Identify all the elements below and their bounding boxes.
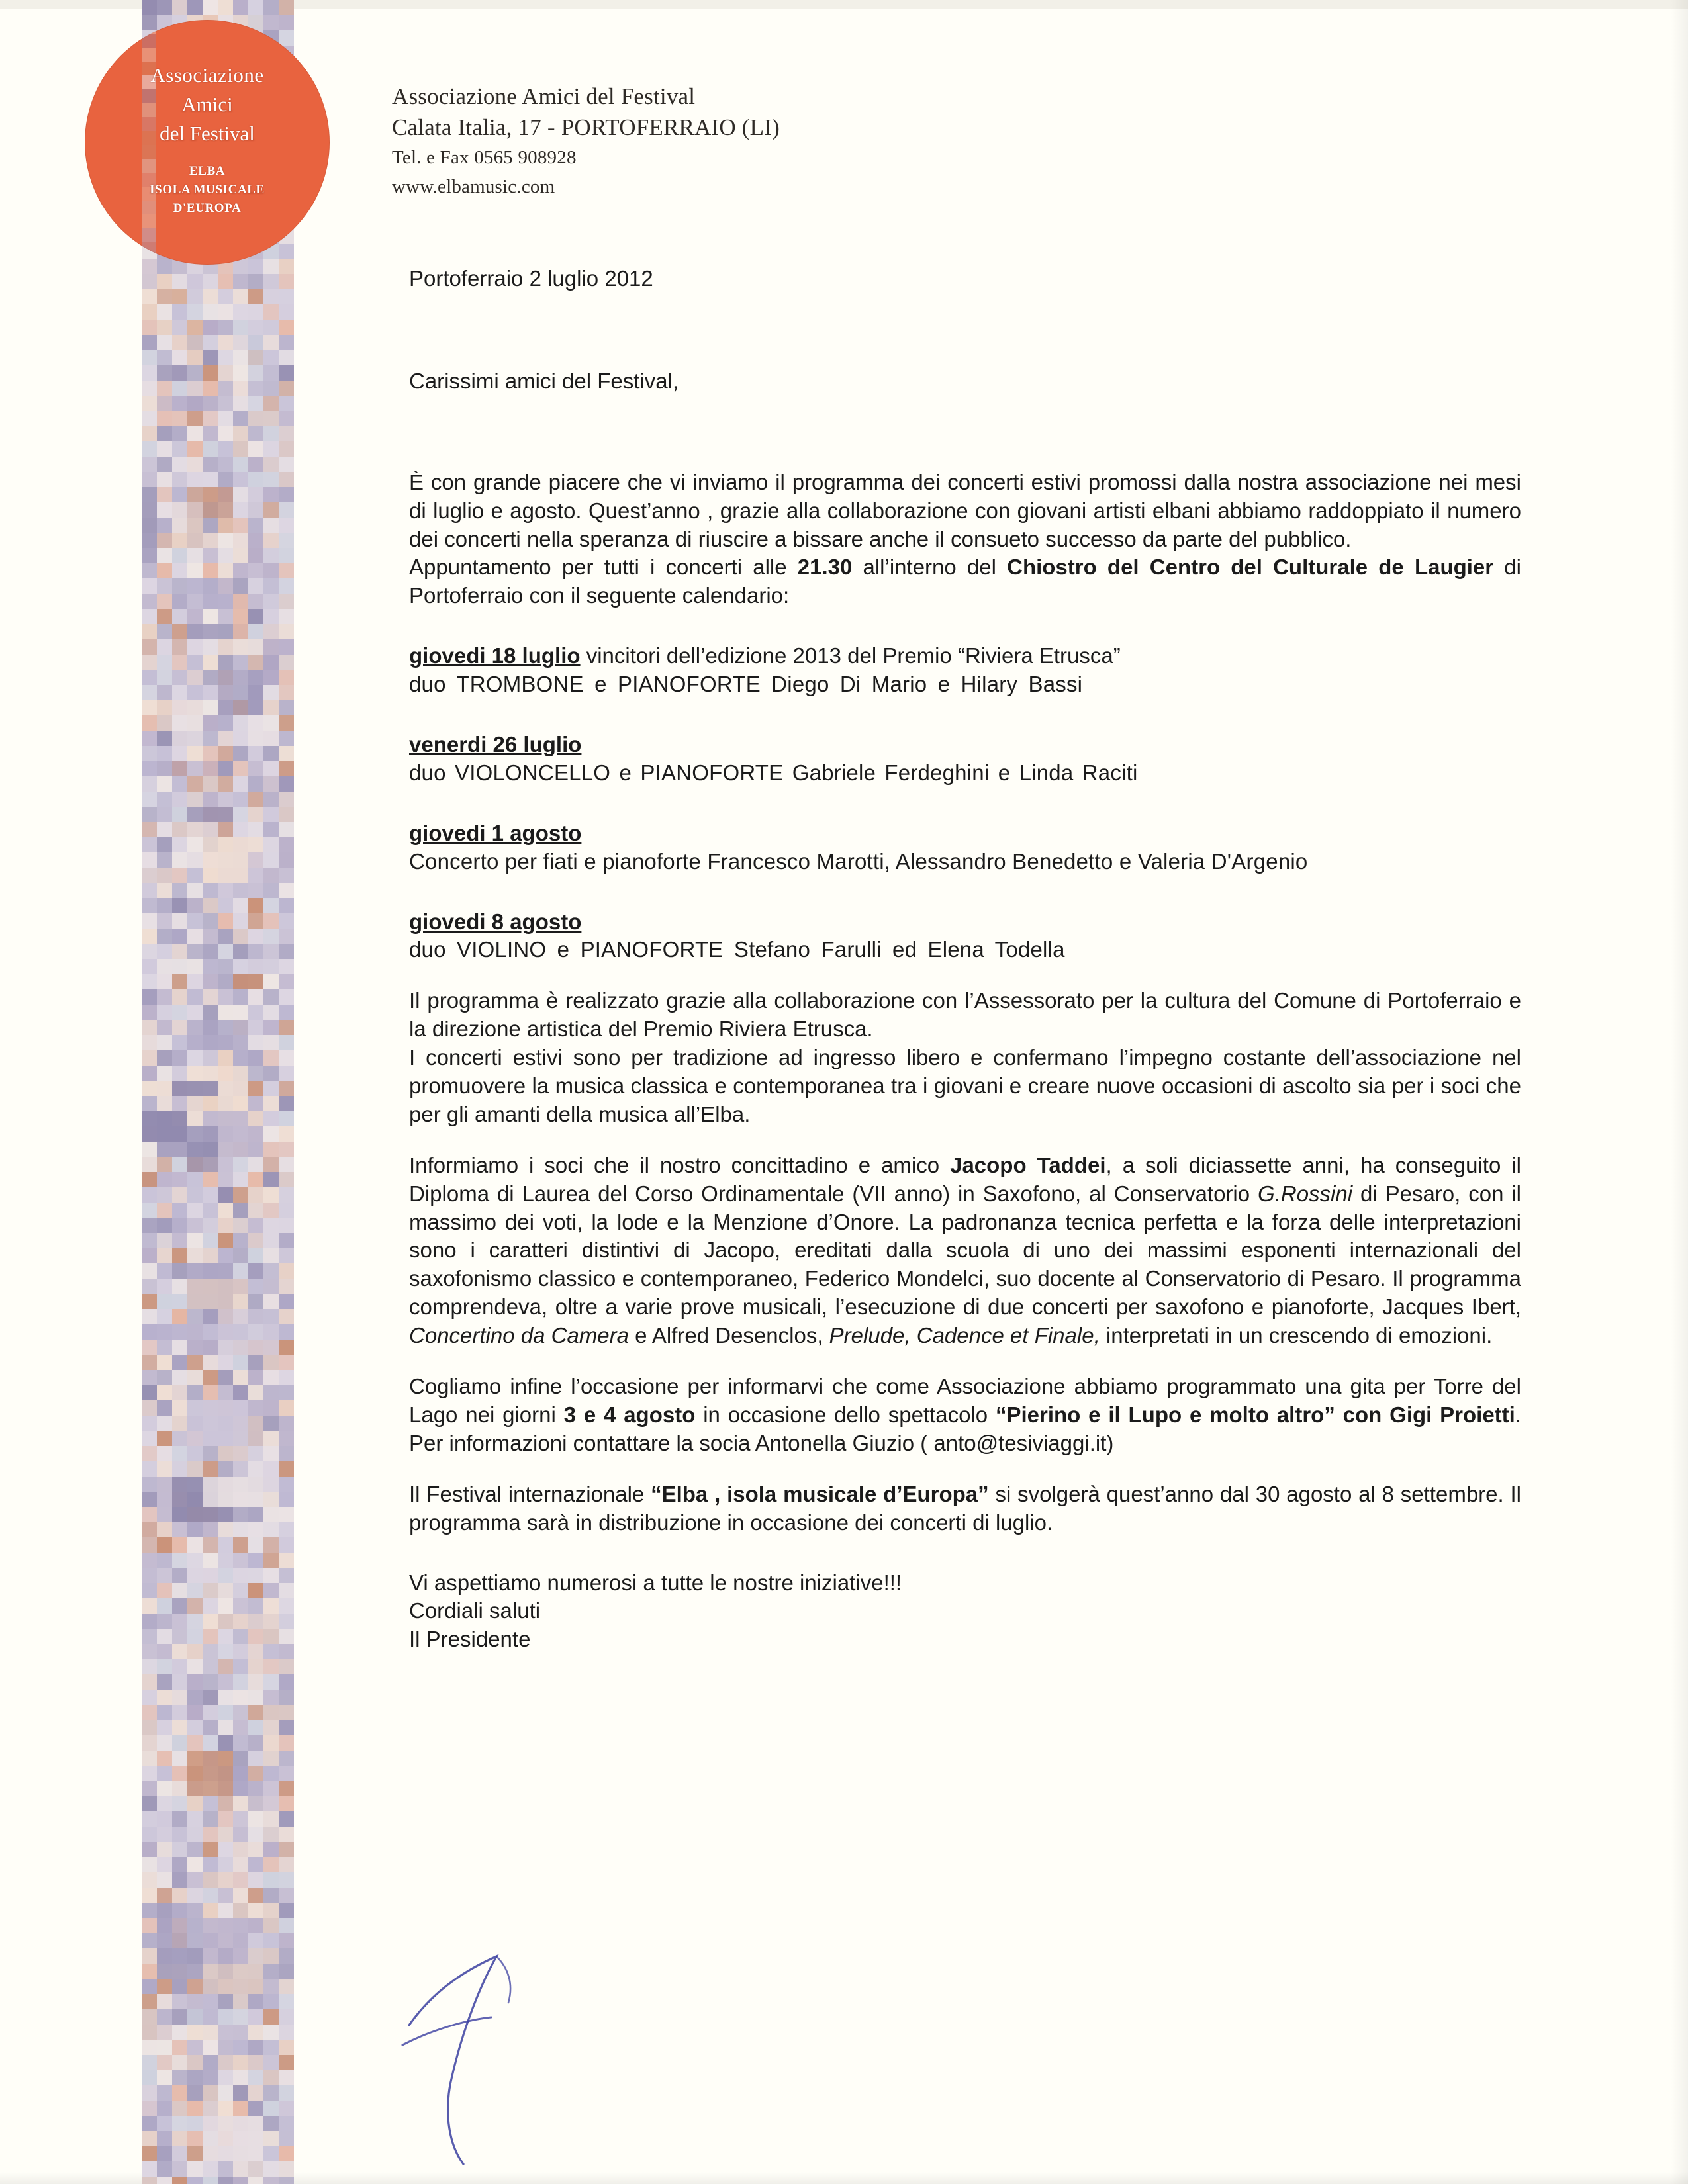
logo-line-1: Associazione xyxy=(150,64,264,87)
letter-date: Portoferraio 2 luglio 2012 xyxy=(409,266,653,291)
trip-show-title: “Pierino e il Lupo e molto altro” con Gigi Proietti xyxy=(995,1402,1515,1427)
festival-text-1: Il Festival internazionale xyxy=(409,1481,651,1506)
logo-line-5: ISOLA MUSICALE xyxy=(150,183,265,197)
taddei-work-2: Prelude, Cadence et Finale, xyxy=(829,1323,1100,1348)
festival-name: “Elba , isola musicale d’Europa” xyxy=(651,1481,989,1506)
logo-line-4: ELBA xyxy=(189,164,226,178)
spacer xyxy=(409,1129,1521,1152)
taddei-text-3: di Pesaro, con il massimo dei voti, la lode e la Menzione d’Onore. La padronanza tecnica perfetta e la forza delle interpretazioni sono i caratteri distintivi di Jacopo, ereditati dalla scuola di uno dei massimi esponenti internazionali del saxofonismo classico e contemporaneo, Federico Mondelci, suo docente al Conservatorio di Pesaro. Il programma comprendeva, oltre a varie prove musicali, l’esecuzione di due concerti per saxofono e pianoforte, Jacques Ibert, xyxy=(409,1181,1521,1320)
taddei-paragraph xyxy=(409,1152,1521,1350)
concert-date: giovedi 18 luglio xyxy=(409,643,581,668)
association-logo xyxy=(85,20,330,265)
spacer xyxy=(409,788,1521,819)
intro-paragraph: È con grande piacere che vi inviamo il programma dei concerti estivi promossi dalla nostra associazione nei mesi di luglio e agosto. Quest’anno , grazie alla collaborazione con giovani artisti elbani abbiamo raddoppiato il numero dei concerti nella speranza di riuscire a bissare anche il consueto successo da parte del pubblico. xyxy=(409,469,1521,551)
logo-text xyxy=(85,20,330,265)
taddei-name: Jacopo Taddei xyxy=(950,1152,1106,1177)
festival-paragraph xyxy=(409,1480,1521,1537)
scan-edge-right xyxy=(1671,0,1688,2184)
trip-text-1: Cogliamo infine l’occasione per informarvi che come Associazione abbiamo programmato una gita per Torre del Lago nei giorni xyxy=(409,1374,1521,1427)
concert-date-line xyxy=(409,819,1521,848)
taddei-text-2: , a soli diciassette anni, ha conseguito il Diploma di Laurea del Corso Ordinamentale (VII anno) in Saxofono, al Conservatorio xyxy=(409,1152,1521,1206)
concert-date-line xyxy=(409,642,1521,670)
concert-entry xyxy=(409,731,1521,788)
spacer xyxy=(409,1537,1521,1569)
taddei-text-1: Informiamo i soci che il nostro concittadino e amico xyxy=(409,1152,951,1177)
concert-date: giovedi 1 agosto xyxy=(409,820,582,845)
concert-description: duo VIOLONCELLO e PIANOFORTE Gabriele Ferdeghini e Linda Raciti xyxy=(409,760,1138,785)
taddei-text-5: interpretati in un crescendo di emozioni. xyxy=(1100,1323,1493,1348)
trip-text-2: in occasione dello spettacolo xyxy=(695,1402,996,1427)
spacer xyxy=(409,1458,1521,1480)
spacer xyxy=(409,1350,1521,1373)
letterhead-organization: Associazione Amici del Festival xyxy=(392,83,696,109)
spacer xyxy=(409,699,1521,731)
letterhead-phone: Tel. e Fax 0565 908928 xyxy=(392,147,577,168)
letterhead xyxy=(392,81,1252,201)
appointment-paragraph xyxy=(409,553,1521,610)
appointment-text-1: Appuntamento per tutti i concerti alle xyxy=(409,555,798,580)
concert-date: giovedi 8 agosto xyxy=(409,909,582,934)
concert-entry xyxy=(409,642,1521,699)
concert-date-line xyxy=(409,731,1521,759)
logo-line-3: del Festival xyxy=(160,122,255,145)
letter-salutation: Carissimi amici del Festival, xyxy=(409,368,679,393)
appointment-text-2: all’interno del xyxy=(852,555,1008,580)
logo-line-2: Amici xyxy=(181,93,233,116)
concert-date-line xyxy=(409,908,1521,936)
concert-description: duo VIOLINO e PIANOFORTE Stefano Farulli ed Elena Todella xyxy=(409,937,1065,962)
concert-description: duo TROMBONE e PIANOFORTE Diego Di Mario e Hilary Bassi xyxy=(409,672,1083,697)
taddei-conservatory: G.Rossini xyxy=(1258,1181,1353,1206)
appointment-time: 21.30 xyxy=(797,555,853,580)
handwritten-signature xyxy=(397,1946,616,2171)
decorative-mosaic-strip xyxy=(142,0,294,2184)
letter-body xyxy=(409,265,1521,1654)
concert-description: Concerto per fiati e pianoforte Francesco Marotti, Alessandro Benedetto e Valeria D'Argenio xyxy=(409,848,1308,874)
appointment-text-3: di Portoferraio con il seguente calendario: xyxy=(409,555,1521,608)
spacer xyxy=(409,964,1521,987)
spacer xyxy=(409,610,1521,642)
collaboration-paragraph: Il programma è realizzato grazie alla collaborazione con l’Assessorato per la cultura del Comune di Portoferraio e la direzione artistica del Premio Riviera Etrusca. xyxy=(409,988,1521,1042)
free-entry-paragraph: I concerti estivi sono per tradizione ad ingresso libero e confermano l’impegno costante dell’associazione nel promuovere la musica classica e contemporanea tra i giovani e creare nuove occasioni di ascolto sia per i soci che per gli amanti della musica all’Elba. xyxy=(409,1045,1521,1126)
concert-entry xyxy=(409,908,1521,965)
festival-text-2: si svolgerà quest’anno dal 30 agosto al 8 settembre. Il programma sarà in distribuzione in occasione dei concerti di luglio. xyxy=(409,1481,1521,1535)
taddei-work-1: Concertino da Camera xyxy=(409,1323,629,1348)
letterhead-address: Calata Italia, 17 - PORTOFERRAIO (LI) xyxy=(392,114,780,140)
concert-date: venerdi 26 luglio xyxy=(409,732,582,757)
closing-line-3: Il Presidente xyxy=(409,1627,531,1652)
spacer xyxy=(409,876,1521,908)
concert-date-suffix: vincitori dell’edizione 2013 del Premio “Riviera Etrusca” xyxy=(580,643,1121,668)
closing-line-1: Vi aspettiamo numerosi a tutte le nostre iniziative!!! xyxy=(409,1570,902,1595)
trip-paragraph xyxy=(409,1373,1521,1458)
logo-line-6: D'EUROPA xyxy=(173,201,242,215)
concert-entry xyxy=(409,819,1521,876)
letterhead-website: www.elbamusic.com xyxy=(392,176,555,197)
trip-dates: 3 e 4 agosto xyxy=(563,1402,696,1427)
appointment-venue: Chiostro del Centro del Culturale de Laugier xyxy=(1007,555,1494,580)
closing-line-2: Cordiali saluti xyxy=(409,1598,541,1623)
taddei-text-4: e Alfred Desenclos, xyxy=(629,1323,829,1348)
trip-text-3: . Per informazioni contattare la socia Antonella Giuzio ( anto@tesiviaggi.it) xyxy=(409,1402,1522,1455)
